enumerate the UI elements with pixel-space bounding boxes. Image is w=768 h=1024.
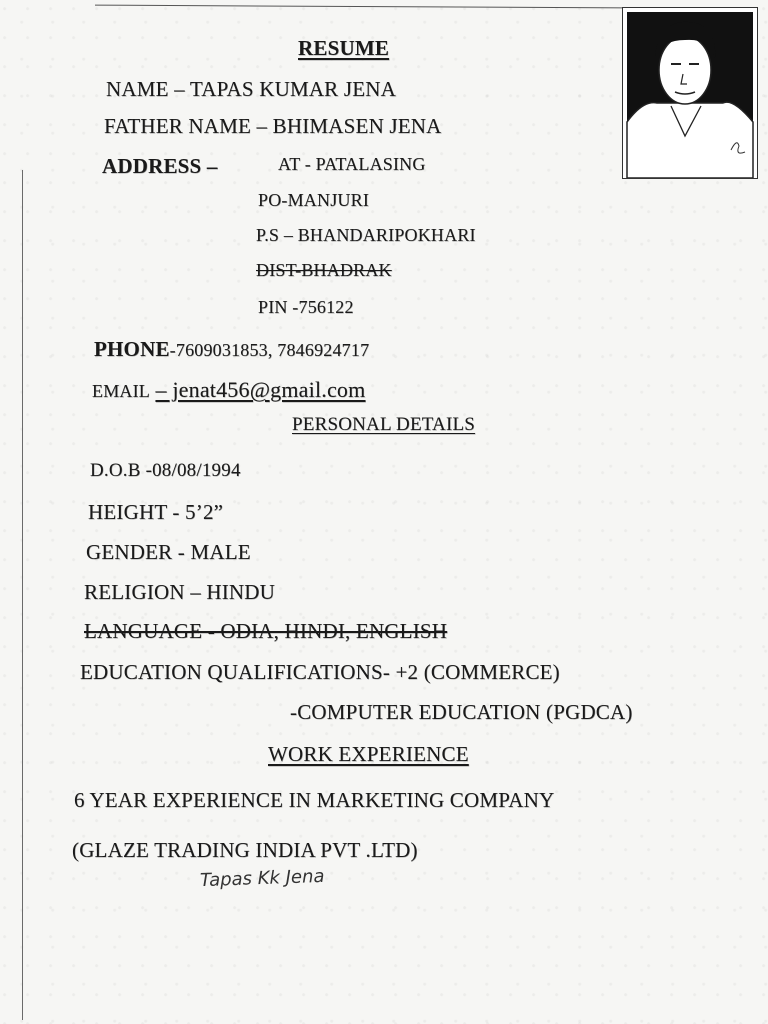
resume-title: RESUME (298, 36, 390, 60)
religion-line: RELIGION – HINDU (84, 580, 276, 604)
phone-value: -7609031853, 7846924717 (169, 340, 370, 360)
profile-photo (622, 7, 758, 179)
page-edge-top (95, 5, 625, 9)
father-name-line: FATHER NAME – BHIMASEN JENA (104, 114, 442, 138)
address-line-3: P.S – BHANDARIPOKHARI (256, 225, 476, 245)
email-line (92, 377, 365, 403)
handwritten-signature: Tapas Kk Jena (199, 865, 325, 892)
work-line-1: 6 YEAR EXPERIENCE IN MARKETING COMPANY (74, 788, 555, 812)
address-line-5: PIN -756122 (258, 297, 354, 317)
work-line-2: (GLAZE TRADING INDIA PVT .LTD) (72, 838, 418, 862)
language-line: LANGUAGE - ODIA, HINDI, ENGLISH (84, 619, 448, 643)
name-line: NAME – TAPAS KUMAR JENA (106, 77, 396, 101)
address-line-2: PO-MANJURI (258, 190, 370, 210)
page-edge-left (22, 170, 23, 1020)
education-line-2: -COMPUTER EDUCATION (PGDCA) (290, 700, 633, 724)
education-line-1: EDUCATION QUALIFICATIONS- +2 (COMMERCE) (80, 660, 560, 684)
phone-line (94, 337, 369, 362)
height-line: HEIGHT - 5’2” (88, 500, 224, 524)
dob-line: D.O.B -08/08/1994 (90, 460, 241, 481)
address-line-1: AT - PATALASING (278, 154, 426, 174)
gender-line: GENDER - MALE (86, 540, 251, 564)
email-label: EMAIL (92, 381, 150, 401)
personal-details-heading: PERSONAL DETAILS (292, 414, 476, 435)
address-line-4: DIST-BHADRAK (256, 260, 392, 280)
address-label: ADDRESS – (102, 154, 218, 178)
phone-label: PHONE (94, 337, 170, 361)
work-experience-heading: WORK EXPERIENCE (268, 742, 469, 766)
email-value: – jenat456@gmail.com (155, 377, 366, 402)
